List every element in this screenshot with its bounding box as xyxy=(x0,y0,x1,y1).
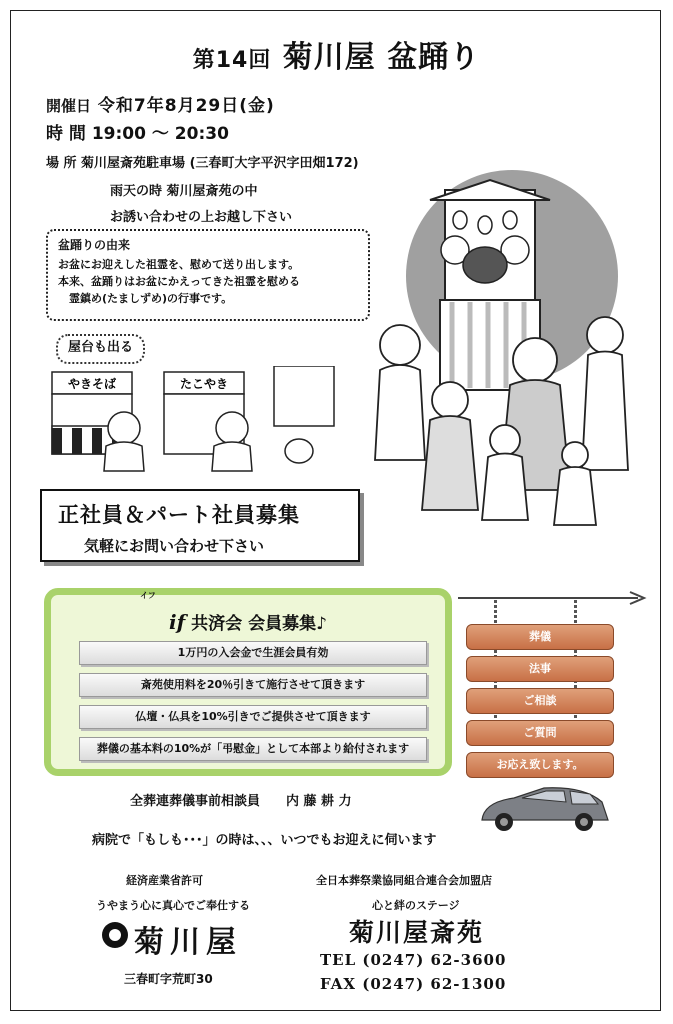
kyosai-item: 仏壇・仏具を10%引きでご提供させて頂きます xyxy=(79,705,427,729)
union-text: 全日本葬祭業協同組合連合会加盟店 xyxy=(316,874,492,887)
time-value: 19:00 ～ 20:30 xyxy=(85,124,229,144)
origin-line: 本来、盆踊りはお盆にかえってきた祖霊を慰める xyxy=(58,275,300,288)
date-label: 開催日 xyxy=(46,97,92,115)
sign-plank: ご相談 xyxy=(466,688,614,714)
company-logo: 菊川屋 xyxy=(134,925,242,960)
bon-odori-illustration xyxy=(360,170,650,530)
kyosai-item: 葬儀の基本料の10%が「弔慰金」として本部より給付されます xyxy=(79,737,427,761)
recruit-title: 正社員＆パート社員募集 xyxy=(58,503,300,527)
phone-number: TEL (0247) 62-3600 xyxy=(320,951,507,969)
sign-plank: お応え致します。 xyxy=(466,752,614,778)
stall-sign-takoyaki: たこやき xyxy=(179,377,229,391)
place-label: 場 所 xyxy=(46,156,77,171)
sign-plank: ご質問 xyxy=(466,720,614,746)
origin-box xyxy=(46,229,370,321)
title-main: 菊川屋 盆踊り xyxy=(271,40,481,75)
origin-heading: 盆踊りの由来 xyxy=(58,238,131,252)
event-place xyxy=(46,152,359,171)
title-number: 第14回 xyxy=(192,48,272,73)
invite-note: お誘い合わせの上お越し下さい xyxy=(110,210,293,225)
kyosai-item: 1万円の入会金で生涯会員有効 xyxy=(79,641,427,665)
event-date xyxy=(46,91,275,116)
food-stalls-illustration xyxy=(44,366,344,476)
permit-text: 経済産業省許可 xyxy=(126,874,203,887)
date-value: 令和7年8月29日(金) xyxy=(91,96,275,116)
kyosai-heading-text: 共済会 会員募集♪ xyxy=(191,614,327,634)
wooden-signs xyxy=(458,590,648,780)
rain-note: 雨天の時 菊川屋斎苑の中 xyxy=(110,184,258,199)
stall-sign-yakisoba: やきそば xyxy=(67,377,117,391)
kyosai-heading xyxy=(51,609,445,634)
event-time xyxy=(46,119,229,144)
origin-line: お盆にお迎えした祖霊を、慰めて送り出します。 xyxy=(58,258,300,271)
company-address: 三春町字荒町30 xyxy=(124,972,213,986)
yatai-badge: 屋台も出る xyxy=(56,334,145,364)
sign-plank: 法事 xyxy=(466,656,614,682)
shop-name: 菊川屋斎苑 xyxy=(349,918,485,947)
counselor-line: 全葬連葬儀事前相談員 内 藤 耕 力 xyxy=(130,794,352,809)
slogan-text: うやまう心に真心でご奉仕する xyxy=(96,899,250,912)
arrow-pole xyxy=(458,590,648,610)
recruit-box xyxy=(40,489,360,562)
car-illustration xyxy=(474,780,614,840)
page-title xyxy=(0,32,673,76)
kyosai-box xyxy=(44,588,452,776)
hospital-line: 病院で「もしも･･･」の時は、、、いつでもお迎えに伺います xyxy=(92,833,437,848)
if-ruby: イフ xyxy=(140,591,156,600)
tagline-text: 心と絆のステージ xyxy=(372,899,460,912)
origin-line: 霊鎮め(たましずめ)の行事です。 xyxy=(58,292,233,305)
fax-number: FAX (0247) 62-1300 xyxy=(320,975,507,993)
recruit-subtitle: 気軽にお問い合わせ下さい xyxy=(84,537,265,555)
sign-plank: 葬儀 xyxy=(466,624,614,650)
if-brand: if xyxy=(169,610,186,634)
time-label: 時 間 xyxy=(46,124,86,144)
kikugawaya-crest-icon xyxy=(100,920,130,950)
kyosai-item: 斎苑使用料を20％引きて施行させて頂きます xyxy=(79,673,427,697)
place-value: 菊川屋斎苑駐車場 (三春町大字平沢字田畑172) xyxy=(76,156,359,171)
